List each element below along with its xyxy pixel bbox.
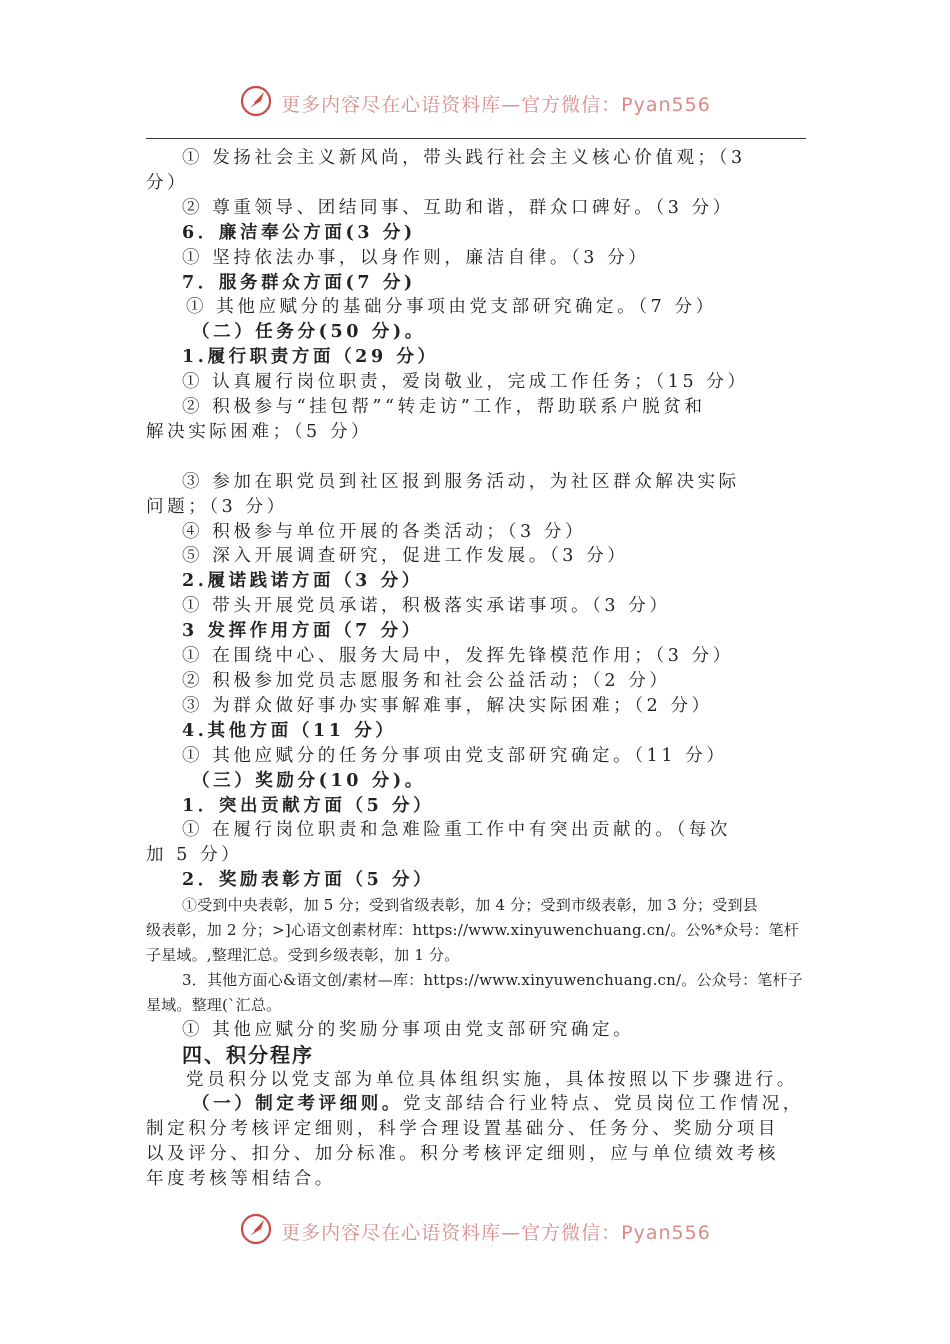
- document-body: [146, 146, 806, 1192]
- text-line: 党员积分以党支部为单位具体组织实施，具体按照以下步骤进行。: [186, 1069, 798, 1090]
- text-line: 问题；（3 分）: [146, 496, 288, 517]
- section-heading: （二）任务分(50 分)。: [192, 322, 426, 343]
- text-line: 以及评分、扣分、加分标准。积分考核评定细则，应与单位绩效考核: [146, 1144, 779, 1165]
- text-line: ③ 参加在职党员到社区报到服务活动，为社区群众解决实际: [182, 471, 740, 492]
- text-line: 年度考核等相结合。: [146, 1169, 336, 1190]
- text-line: ② 尊重领导、团结同事、互助和谐，群众口碑好。（3 分）: [182, 197, 734, 218]
- quill-logo-icon: [239, 84, 273, 122]
- paragraph-text: 党支部结合行业特点、党员岗位工作情况，: [403, 1094, 804, 1115]
- footer-banner: [0, 1211, 950, 1251]
- quill-logo-icon: [239, 1212, 273, 1250]
- section-heading: 1．突出贡献方面（5 分）: [182, 795, 435, 816]
- text-line: ① 其他应赋分的基础分事项由党支部研究确定。（7 分）: [186, 297, 717, 318]
- paragraph-lead: （一）制定考评细则。: [192, 1094, 403, 1115]
- text-line: ① 带头开展党员承诺，积极落实承诺事项。（3 分）: [182, 596, 671, 617]
- text-line: ⑤ 深入开展调查研究，促进工作发展。（3 分）: [182, 546, 629, 567]
- text-line: 制定积分考核评定细则，科学合理设置基础分、任务分、奖励分项目: [146, 1119, 779, 1140]
- section-heading: 1.履行职责方面（29 分）: [182, 347, 439, 368]
- text-line: ① 其他应赋分的任务分事项由党支部研究确定。（11 分）: [182, 745, 728, 766]
- text-line: 分）: [146, 172, 189, 193]
- text-line: ①受到中央表彰，加 5 分；受到省级表彰，加 4 分；受到市级表彰，加 3 分；受到县: [182, 896, 758, 915]
- blank-line: [146, 445, 806, 470]
- text-line: [146, 1092, 806, 1117]
- text-line: ④ 积极参与单位开展的各类活动；（3 分）: [182, 521, 587, 542]
- text-line: 加 5 分）: [146, 845, 243, 866]
- section-heading: 4.其他方面（11 分）: [182, 720, 397, 741]
- text-line: 子星域。,整理汇总。受到乡级表彰，加 1 分。: [146, 945, 460, 964]
- text-line: ① 其他应赋分的奖励分事项由党支部研究确定。: [182, 1019, 635, 1040]
- footer-banner-text: 更多内容尽在心语资料库—官方微信：Pyan556: [281, 1221, 711, 1244]
- text-line: 解决实际困难；（5 分）: [146, 421, 373, 442]
- section-heading: 2.履诺践诺方面（3 分）: [182, 571, 423, 592]
- section-heading: 6．廉洁奉公方面(3 分): [182, 222, 416, 243]
- chapter-heading: 四、积分程序: [182, 1042, 314, 1067]
- text-line: ③ 为群众做好事办实事解难事，解决实际困难；（2 分）: [182, 695, 713, 716]
- text-line: 级表彰，加 2 分；>]心语文创素材库：https://www.xinyuwenchuang.cn/。公%*众号：笔杆: [146, 921, 799, 940]
- section-heading: （三）奖励分(10 分)。: [192, 770, 426, 791]
- text-line: ① 认真履行岗位职责，爱岗敬业，完成工作任务；（15 分）: [182, 372, 749, 393]
- section-heading: 2．奖励表彰方面（5 分）: [182, 870, 435, 891]
- text-line: ① 在履行岗位职责和急难险重工作中有突出贡献的。（每次: [182, 820, 732, 841]
- text-line: 3．其他方面心&语文创/素材—库：https://www.xinyuwenchuang.cn/。公众号：笔杆子: [182, 970, 803, 989]
- text-line: ② 积极参与“挂包帮”“转走访”工作，帮助联系户脱贫和: [182, 397, 706, 418]
- text-line: ① 坚持依法办事，以身作则，廉洁自律。（3 分）: [182, 247, 650, 268]
- header-banner: [0, 83, 950, 123]
- text-line: ① 在围绕中心、服务大局中，发挥先锋模范作用；（3 分）: [182, 646, 734, 667]
- text-line: ① 发扬社会主义新风尚，带头践行社会主义核心价值观；（3: [182, 148, 746, 168]
- header-banner-text: 更多内容尽在心语资料库—官方微信：Pyan556: [281, 93, 711, 116]
- section-heading: 7．服务群众方面(7 分): [182, 272, 416, 293]
- section-heading: 3 发挥作用方面（7 分）: [182, 621, 423, 642]
- text-line: 星域。整理(`汇总。: [146, 995, 282, 1014]
- header-divider: [146, 138, 806, 139]
- text-line: ② 积极参加党员志愿服务和社会公益活动；（2 分）: [182, 671, 671, 692]
